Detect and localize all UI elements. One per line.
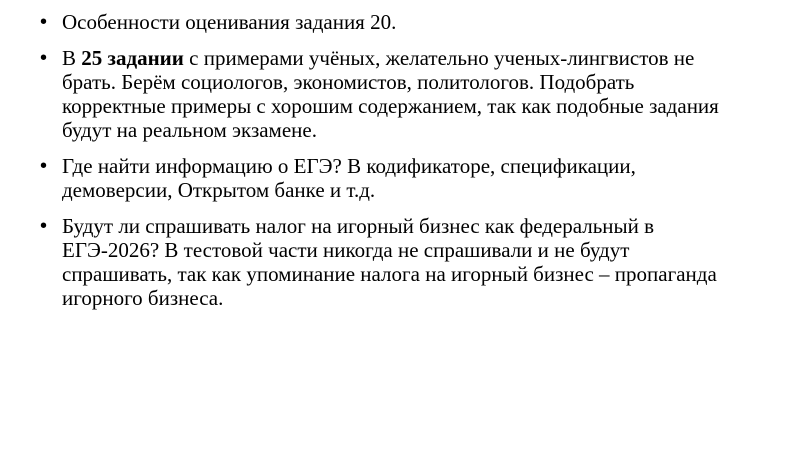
bullet-text: Будут ли спрашивать налог на игорный бизнес как федеральный в ЕГЭ-2026? В тестовой части никогда не спрашивали и не будут спрашивать, так как упоминание налога на игорный бизнес – пропаганда игорного бизнеса. (62, 214, 717, 310)
bullet-item-4 (40, 214, 740, 310)
bullet-marker: • (40, 215, 48, 237)
bullet-text-prefix: В (62, 46, 82, 70)
bullet-list (40, 10, 740, 322)
bullet-item-3 (40, 154, 740, 202)
bullet-marker: • (40, 11, 48, 33)
bullet-marker: • (40, 47, 48, 69)
bullet-marker: • (40, 155, 48, 177)
bullet-text-rest: с примерами учёных, желательно ученых-лингвистов не брать. Берём социологов, экономистов, политологов. Подобрать корректные примеры с хорошим содержанием, так как подобные задания будут на реальном экзамене. (62, 46, 719, 142)
bullet-text: Где найти информацию о ЕГЭ? В кодификаторе, спецификации, демоверсии, Открытом банке и т.д. (62, 154, 636, 202)
bullet-item-2 (40, 46, 740, 142)
bullet-text: Особенности оценивания задания 20. (62, 10, 397, 34)
bullet-item-1 (40, 10, 740, 34)
bullet-text-bold: 25 задании (81, 46, 184, 70)
